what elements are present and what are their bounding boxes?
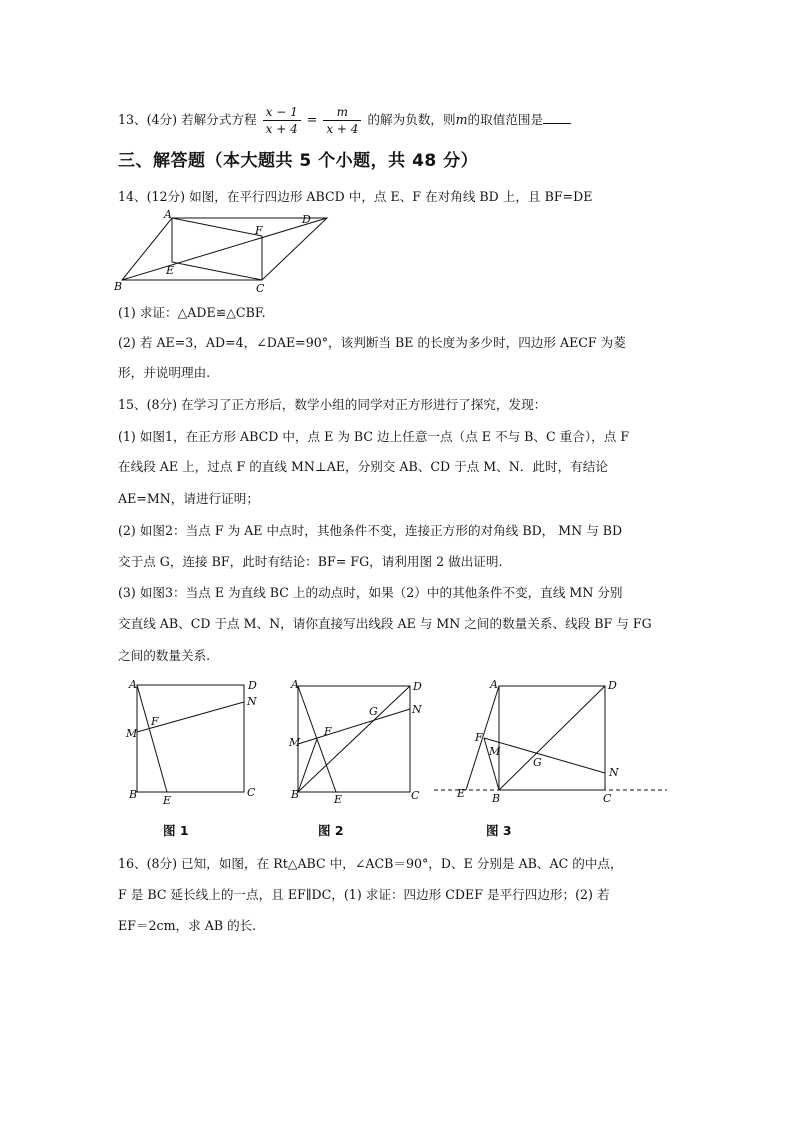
caption-figure-1: 图 1 [163, 823, 189, 838]
label-c: C [256, 282, 265, 295]
label-d: D [413, 680, 422, 693]
label-n: N [609, 766, 619, 779]
label-n: N [247, 695, 257, 708]
label-a: A [291, 678, 299, 691]
q13-prefix: 13、(4分) 若解分式方程 [118, 112, 257, 127]
lhs-denominator: x + 4 [265, 122, 298, 136]
q13-var-m: m [455, 112, 468, 127]
rhs-fraction [323, 104, 361, 137]
q15-p3-line3: 之间的数量关系. [118, 648, 211, 663]
section-title: 三、解答题（本大题共 5 个小题，共 48 分） [118, 151, 479, 171]
label-b: B [492, 792, 501, 805]
label-b: B [291, 788, 300, 801]
label-g: G [369, 705, 378, 718]
q15-p2-line1: (2) 如图2：当点 F 为 AE 中点时，其他条件不变，连接正方形的对角线 BD， MN 与 BD [118, 523, 623, 538]
q15-p2-line2: 交于点 G，连接 BF，此时有结论：BF= FG，请利用图 2 做出证明. [118, 554, 503, 569]
label-f: F [151, 715, 159, 728]
label-f: F [475, 731, 483, 744]
diagonal-bd [122, 218, 327, 280]
line-mn [484, 738, 605, 773]
q15-p1-line2: 在线段 AE 上，过点 F 的直线 MN⊥AE，分别交 AB、CD 于点 M、N．此时，有结论 [118, 459, 608, 474]
segment-bf [298, 739, 317, 792]
label-e: E [166, 264, 175, 277]
label-g: G [533, 756, 542, 769]
label-b: B [114, 280, 123, 293]
lhs-fraction [263, 104, 301, 137]
q13-suffix-a: 的解为负数，则 [367, 112, 456, 127]
caption-figure-3: 图 3 [486, 823, 512, 838]
label-c: C [603, 792, 612, 805]
rhs-denominator: x + 4 [326, 122, 359, 136]
label-d: D [302, 213, 311, 226]
q16-line2: F 是 BC 延长线上的一点，且 EF∥DC，(1) 求证：四边形 CDEF 是平行四边形；(2) 若 [118, 887, 610, 902]
segment-ec [172, 262, 262, 280]
caption-figure-2: 图 2 [318, 823, 344, 838]
square-abcd [137, 685, 244, 792]
q14-figure [112, 208, 332, 296]
label-e: E [163, 794, 172, 807]
label-a: A [164, 208, 172, 221]
lhs-numerator: x − 1 [263, 104, 301, 121]
figure-1 [125, 676, 265, 808]
label-a: A [490, 678, 498, 691]
diagonal-bd [499, 686, 605, 790]
label-m: M [289, 736, 301, 749]
label-f: F [324, 725, 332, 738]
segment-af [172, 218, 262, 236]
q15-p1-line1: (1) 如图1，在正方形 ABCD 中，点 E 为 BC 边上任意一点（点 E 不与 B、C 重合），点 F [118, 429, 630, 444]
label-a: A [129, 678, 137, 691]
label-m: M [489, 745, 501, 758]
label-m: M [126, 727, 138, 740]
label-c: C [411, 789, 420, 802]
answer-blank [543, 111, 571, 124]
q14-part2-line2: 形，并说明理由. [118, 365, 211, 380]
q14-stem: 14、(12分) 如图，在平行四边形 ABCD 中，点 E、F 在对角线 BD 上，且 BF=DE [118, 189, 593, 204]
label-n: N [412, 703, 422, 716]
label-e: E [457, 787, 466, 800]
q15-stem: 15、(8分) 在学习了正方形后，数学小组的同学对正方形进行了探究，发现： [118, 397, 547, 412]
label-d: D [248, 679, 257, 692]
figure-3 [432, 676, 672, 808]
q15-p3-line1: (3) 如图3：当点 E 为直线 BC 上的动点时，如果（2）中的其他条件不变，直线 MN 分别 [118, 585, 623, 600]
q16-line3: EF＝2cm，求 AB 的长. [118, 918, 257, 933]
label-e: E [334, 793, 343, 806]
rhs-numerator: m [323, 104, 361, 121]
label-f: F [255, 224, 263, 237]
q14-part1: (1) 求证：△ADE≌△CBF. [118, 305, 266, 320]
label-c: C [247, 786, 256, 799]
segment-ae [137, 685, 167, 792]
q13-suffix-b: 的取值范围是 [467, 112, 544, 127]
q15-p1-line3: AE=MN，请进行证明； [118, 491, 259, 506]
q14-part2-line1: (2) 若 AE=3，AD=4，∠DAE=90°，该判断当 BE 的长度为多少时，四边形 AECF 为菱 [118, 335, 626, 350]
q16-line1: 16、(8分) 已知，如图，在 Rt△ABC 中，∠ACB＝90°，D、E 分别是 AB、AC 的中点， [118, 856, 623, 871]
equals-sign: = [306, 112, 318, 127]
label-d: D [608, 679, 617, 692]
question-13 [118, 104, 571, 137]
label-b: B [129, 788, 138, 801]
q15-p3-line2: 交直线 AB、CD 于点 M、N，请你直接写出线段 AE 与 MN 之间的数量关系、线段 BF 与 FG [118, 616, 652, 631]
figure-2 [287, 676, 427, 808]
